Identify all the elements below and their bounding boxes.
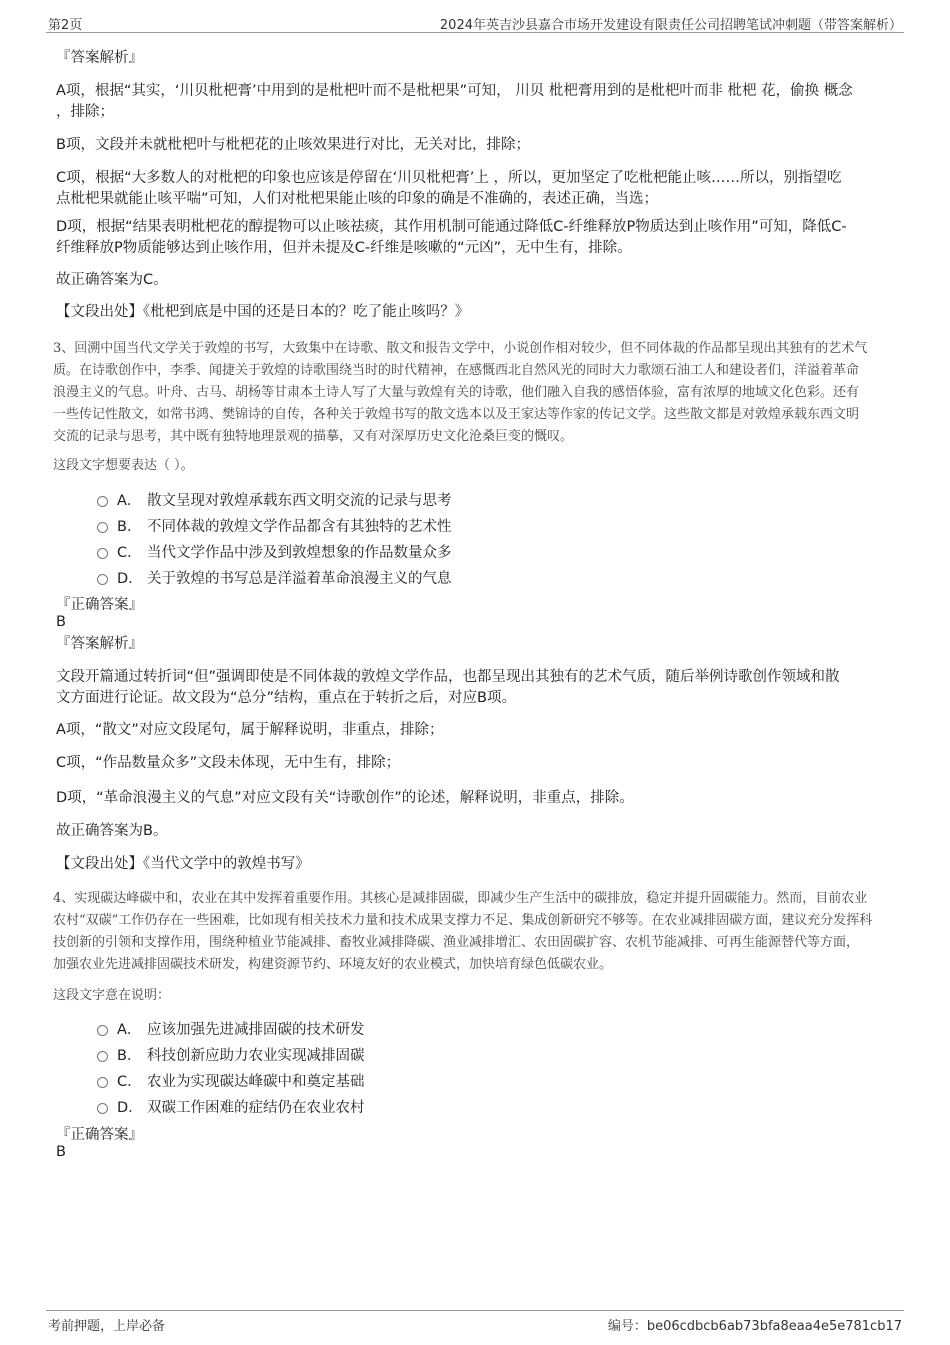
radio-button[interactable] bbox=[97, 1077, 108, 1088]
correct-answer: B bbox=[56, 614, 66, 630]
document-code: 编号：be06cdbcb6ab73bfa8eaa4e5e781cb17 bbox=[607, 1319, 902, 1334]
page-footer bbox=[46, 1310, 904, 1337]
option-d[interactable] bbox=[97, 1093, 365, 1119]
analysis-conclusion: 故正确答案为B。 bbox=[56, 823, 168, 839]
analysis-paragraph-a bbox=[56, 81, 896, 123]
question-3-options bbox=[97, 486, 452, 590]
footer-slogan: 考前押题，上岸必备 bbox=[48, 1319, 166, 1334]
analysis-conclusion: 故正确答案为C。 bbox=[56, 272, 168, 288]
analysis-line: ，排除； bbox=[56, 104, 114, 120]
analysis-paragraph-c bbox=[56, 168, 896, 210]
option-letter: D． bbox=[117, 1099, 143, 1116]
question-4-options bbox=[97, 1015, 365, 1119]
option-text: 不同体裁的敦煌文学作品都含有其独特的艺术性 bbox=[147, 518, 452, 535]
document-title: 2024年英吉沙县嘉合市场开发建设有限责任公司招聘笔试冲刺题（带答案解析） bbox=[439, 18, 902, 33]
page-number: 第2页 bbox=[48, 18, 83, 33]
question-line: 加强农业先进减排固碳技术研发，构建资源节约、环境友好的农业模式，加快培育绿色低碳农业。 bbox=[53, 957, 613, 972]
radio-button[interactable] bbox=[97, 574, 108, 585]
question-line: 浪漫主义的气息。叶舟、古马、胡杨等甘肃本土诗人写了大量与敦煌有关的诗歌，他们融入自我的感悟体验，富有浓厚的地域文化色彩。还有 bbox=[53, 385, 860, 400]
question-line: 4、实现碳达峰碳中和，农业在其中发挥着重要作用。其核心是减排固碳，即减少生产生活中的碳排放，稳定并提升固碳能力。然而，目前农业 bbox=[53, 891, 868, 906]
question-line: 一些传记性散文，如常书鸿、樊锦诗的自传，各种关于敦煌书写的散文选本以及王家达等作家的传记文学。这些散文都是对敦煌承载东西文明 bbox=[53, 407, 860, 422]
option-letter: A． bbox=[117, 1021, 142, 1038]
option-c[interactable] bbox=[97, 538, 452, 564]
radio-button[interactable] bbox=[97, 1025, 108, 1036]
analysis-label: 『答案解析』 bbox=[56, 50, 143, 66]
question-4-text bbox=[53, 888, 895, 976]
option-text: 当代文学作品中涉及到敦煌想象的作品数量众多 bbox=[147, 544, 452, 561]
source-citation: 【文段出处】《当代文学中的敦煌书写》 bbox=[56, 856, 310, 872]
page-header bbox=[46, 10, 904, 33]
analysis-line: 文方面进行论证。故文段为“总分”结构，重点在于转折之后，对应B项。 bbox=[56, 690, 516, 706]
radio-button[interactable] bbox=[97, 496, 108, 507]
question-3-text bbox=[53, 338, 895, 448]
analysis-item-d: D项，“革命浪漫主义的气息”对应文段有关“诗歌创作”的论述，解释说明，非重点，排除。 bbox=[56, 790, 634, 806]
option-letter: B． bbox=[117, 1047, 142, 1064]
question-line: 农村“双碳”工作仍存在一些困难，比如现有相关技术力量和技术成果支撑力不足、集成创新研究不够等。在农业减排固碳方面，建议充分发挥科 bbox=[53, 913, 873, 928]
option-text: 双碳工作困难的症结仍在农业农村 bbox=[147, 1099, 365, 1116]
analysis-intro bbox=[56, 667, 896, 709]
option-text: 农业为实现碳达峰碳中和奠定基础 bbox=[147, 1073, 365, 1090]
analysis-label: 『答案解析』 bbox=[56, 636, 143, 652]
option-d[interactable] bbox=[97, 564, 452, 590]
analysis-item-c: C项，“作品数量众多”文段未体现，无中生有，排除； bbox=[56, 755, 401, 771]
option-letter: C． bbox=[117, 544, 142, 561]
option-c[interactable] bbox=[97, 1067, 365, 1093]
analysis-line: 纤维释放P物质能够达到止咳作用，但并未提及C-纤维是咳嗽的“元凶”，无中生有，排除。 bbox=[56, 240, 632, 256]
option-text: 关于敦煌的书写总是洋溢着革命浪漫主义的气息 bbox=[147, 570, 452, 587]
option-letter: B． bbox=[117, 518, 142, 535]
radio-button[interactable] bbox=[97, 522, 108, 533]
question-line: 交流的记录与思考，其中既有独特地理景观的描摹，又有对深厚历史文化沧桑巨变的慨叹。 bbox=[53, 429, 574, 444]
analysis-item-a: A项，“散文”对应文段尾句，属于解释说明，非重点，排除； bbox=[56, 722, 444, 738]
option-text: 散文呈现对敦煌承载东西文明交流的记录与思考 bbox=[147, 492, 452, 509]
analysis-paragraph-d bbox=[56, 217, 896, 259]
analysis-paragraph-b: B项，文段并未就枇杷叶与枇杷花的止咳效果进行对比，无关对比，排除； bbox=[56, 137, 530, 153]
question-line: 3、回溯中国当代文学关于敦煌的书写，大致集中在诗歌、散文和报告文学中，小说创作相对较少，但不同体裁的作品都呈现出其独有的艺术气 bbox=[53, 341, 868, 356]
analysis-line: C项，根据“大多数人的对枇杷的印象也应该是停留在‘川贝枇杷膏’上 ，所以，更加坚定了吃枇杷能止咳……所以，别指望吃 bbox=[56, 170, 842, 186]
option-a[interactable] bbox=[97, 1015, 365, 1041]
option-letter: A． bbox=[117, 492, 142, 509]
analysis-line: 点枇杷果就能止咳平喘”可知，人们对枇杷果能止咳的印象的确是不准确的，表述正确，当选； bbox=[56, 191, 659, 207]
question-line: 质。在诗歌创作中，李季、闻捷关于敦煌的诗歌围绕当时的时代精神，在感慨西北自然风光的同时大力歌颂石油工人和建设者们，洋溢着革命 bbox=[53, 363, 860, 378]
question-3-prompt: 这段文字想要表达（ ）。 bbox=[53, 458, 194, 473]
question-4-prompt: 这段文字意在说明： bbox=[53, 988, 171, 1003]
option-letter: D． bbox=[117, 570, 143, 587]
correct-answer-label: 『正确答案』 bbox=[56, 597, 143, 613]
option-text: 科技创新应助力农业实现减排固碳 bbox=[147, 1047, 365, 1064]
correct-answer: B bbox=[56, 1144, 66, 1160]
option-a[interactable] bbox=[97, 486, 452, 512]
option-b[interactable] bbox=[97, 1041, 365, 1067]
source-citation: 【文段出处】《枇杷到底是中国的还是日本的？吃了能止咳吗？》 bbox=[56, 304, 470, 320]
radio-button[interactable] bbox=[97, 548, 108, 559]
analysis-line: 文段开篇通过转折词“但”强调即使是不同体裁的敦煌文学作品，也都呈现出其独有的艺术气质，随后举例诗歌创作领域和散 bbox=[56, 669, 840, 685]
analysis-line: A项，根据“其实，‘川贝枇杷膏’中用到的是枇杷叶而不是枇杷果”可知， 川贝 枇杷膏用到的是枇杷叶而非 枇杷 花，偷换 概念 bbox=[56, 83, 853, 99]
option-text: 应该加强先进减排固碳的技术研发 bbox=[147, 1021, 365, 1038]
correct-answer-label: 『正确答案』 bbox=[56, 1127, 143, 1143]
radio-button[interactable] bbox=[97, 1051, 108, 1062]
question-line: 技创新的引领和支撑作用，围绕种植业节能减排、畜牧业减排降碳、渔业减排增汇、农田固碳扩容、农机节能减排、可再生能源替代等方面， bbox=[53, 935, 860, 950]
option-b[interactable] bbox=[97, 512, 452, 538]
radio-button[interactable] bbox=[97, 1103, 108, 1114]
analysis-line: D项，根据“结果表明枇杷花的醇提物可以止咳祛痰，其作用机制可能通过降低C-纤维释放P物质达到止咳作用”可知，降低C- bbox=[56, 219, 847, 235]
option-letter: C． bbox=[117, 1073, 142, 1090]
